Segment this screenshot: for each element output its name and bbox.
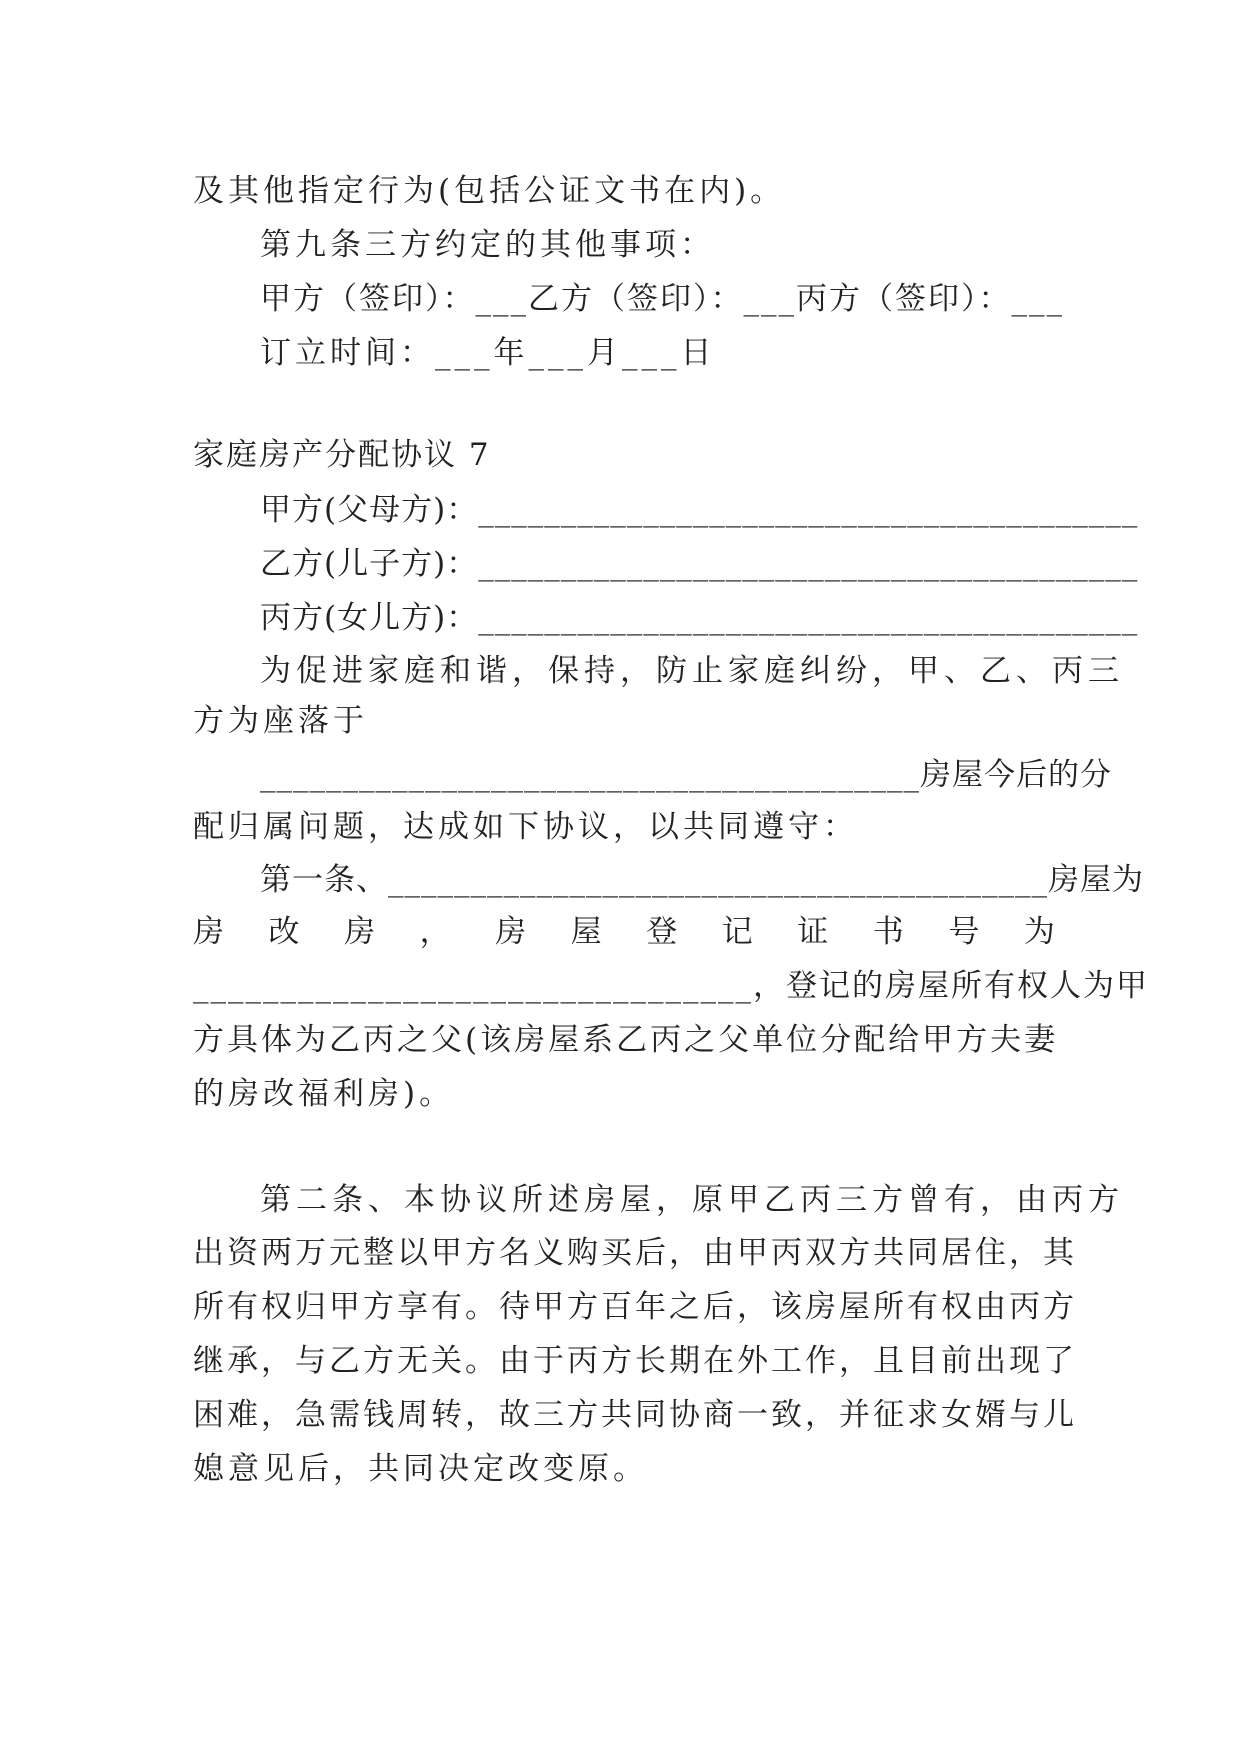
spread-char: 号 — [948, 914, 980, 950]
spread-char: 房 — [495, 914, 527, 950]
spread-char: 改 — [268, 914, 300, 950]
article-2-line-5: 困难，急需钱周转，故三方共同协商一致，并征求女婿与儿 — [193, 1397, 1077, 1433]
article-1-line-4: 方具体为乙丙之父(该房屋系乙丙之父单位分配给甲方夫妻 — [193, 1022, 1059, 1058]
spread-char: 登 — [646, 914, 678, 950]
signature-line: 甲方（签印）：___乙方（签印）：___丙方（签印）：___ — [260, 281, 1064, 317]
spread-char: 书 — [872, 914, 904, 950]
spread-char: 房 — [344, 914, 376, 950]
article-2-line-2: 出资两万元整以甲方名义购买后，由甲丙双方共同居住，其 — [193, 1235, 1077, 1271]
preamble-line-4: 配归属问题，达成如下协议，以共同遵守： — [193, 809, 858, 845]
article-1-line-3: ________________________________，登记的房屋所有权人为甲 — [193, 968, 1149, 1004]
article-9-heading: 第九条三方约定的其他事项： — [260, 227, 715, 263]
article-1-line-2 — [193, 902, 1055, 962]
article-1-line-1: 第一条、________________________________________房屋为 — [260, 862, 1144, 898]
spread-char: 记 — [721, 914, 753, 950]
party-c-line: 丙方(女儿方)：________________________________________ — [260, 600, 1139, 636]
spread-char: ， — [419, 914, 451, 950]
article-2-line-1: 第二条、本协议所述房屋，原甲乙丙三方曾有，由丙方 — [260, 1182, 1124, 1218]
article-2-line-3: 所有权归甲方享有。待甲方百年之后，该房屋所有权由丙方 — [193, 1289, 1077, 1325]
article-2-line-6: 媳意见后，共同决定改变原。 — [193, 1451, 648, 1487]
spread-char: 为 — [1023, 914, 1055, 950]
party-b-line: 乙方(儿子方)：________________________________________ — [260, 546, 1139, 582]
preamble-line-2: 方为座落于 — [193, 703, 368, 739]
spread-char: 证 — [797, 914, 829, 950]
spread-char: 屋 — [570, 914, 602, 950]
text-line: 及其他指定行为(包括公证文书在内)。 — [193, 173, 786, 209]
preamble-line-1: 为促进家庭和谐，保持，防止家庭纠纷，甲、乙、丙三 — [260, 653, 1124, 689]
article-1-line-5: 的房改福利房)。 — [193, 1076, 455, 1112]
preamble-line-3: ________________________________________房屋今后的分 — [260, 757, 1112, 793]
article-2-line-4: 继承，与乙方无关。由于丙方长期在外工作，且目前出现了 — [193, 1343, 1077, 1379]
document-title: 家庭房产分配协议 7 — [193, 437, 491, 473]
date-line: 订立时间：___年___月___日 — [260, 335, 716, 371]
party-a-line: 甲方(父母方)：________________________________________ — [260, 492, 1139, 528]
spread-char: 房 — [193, 914, 224, 950]
